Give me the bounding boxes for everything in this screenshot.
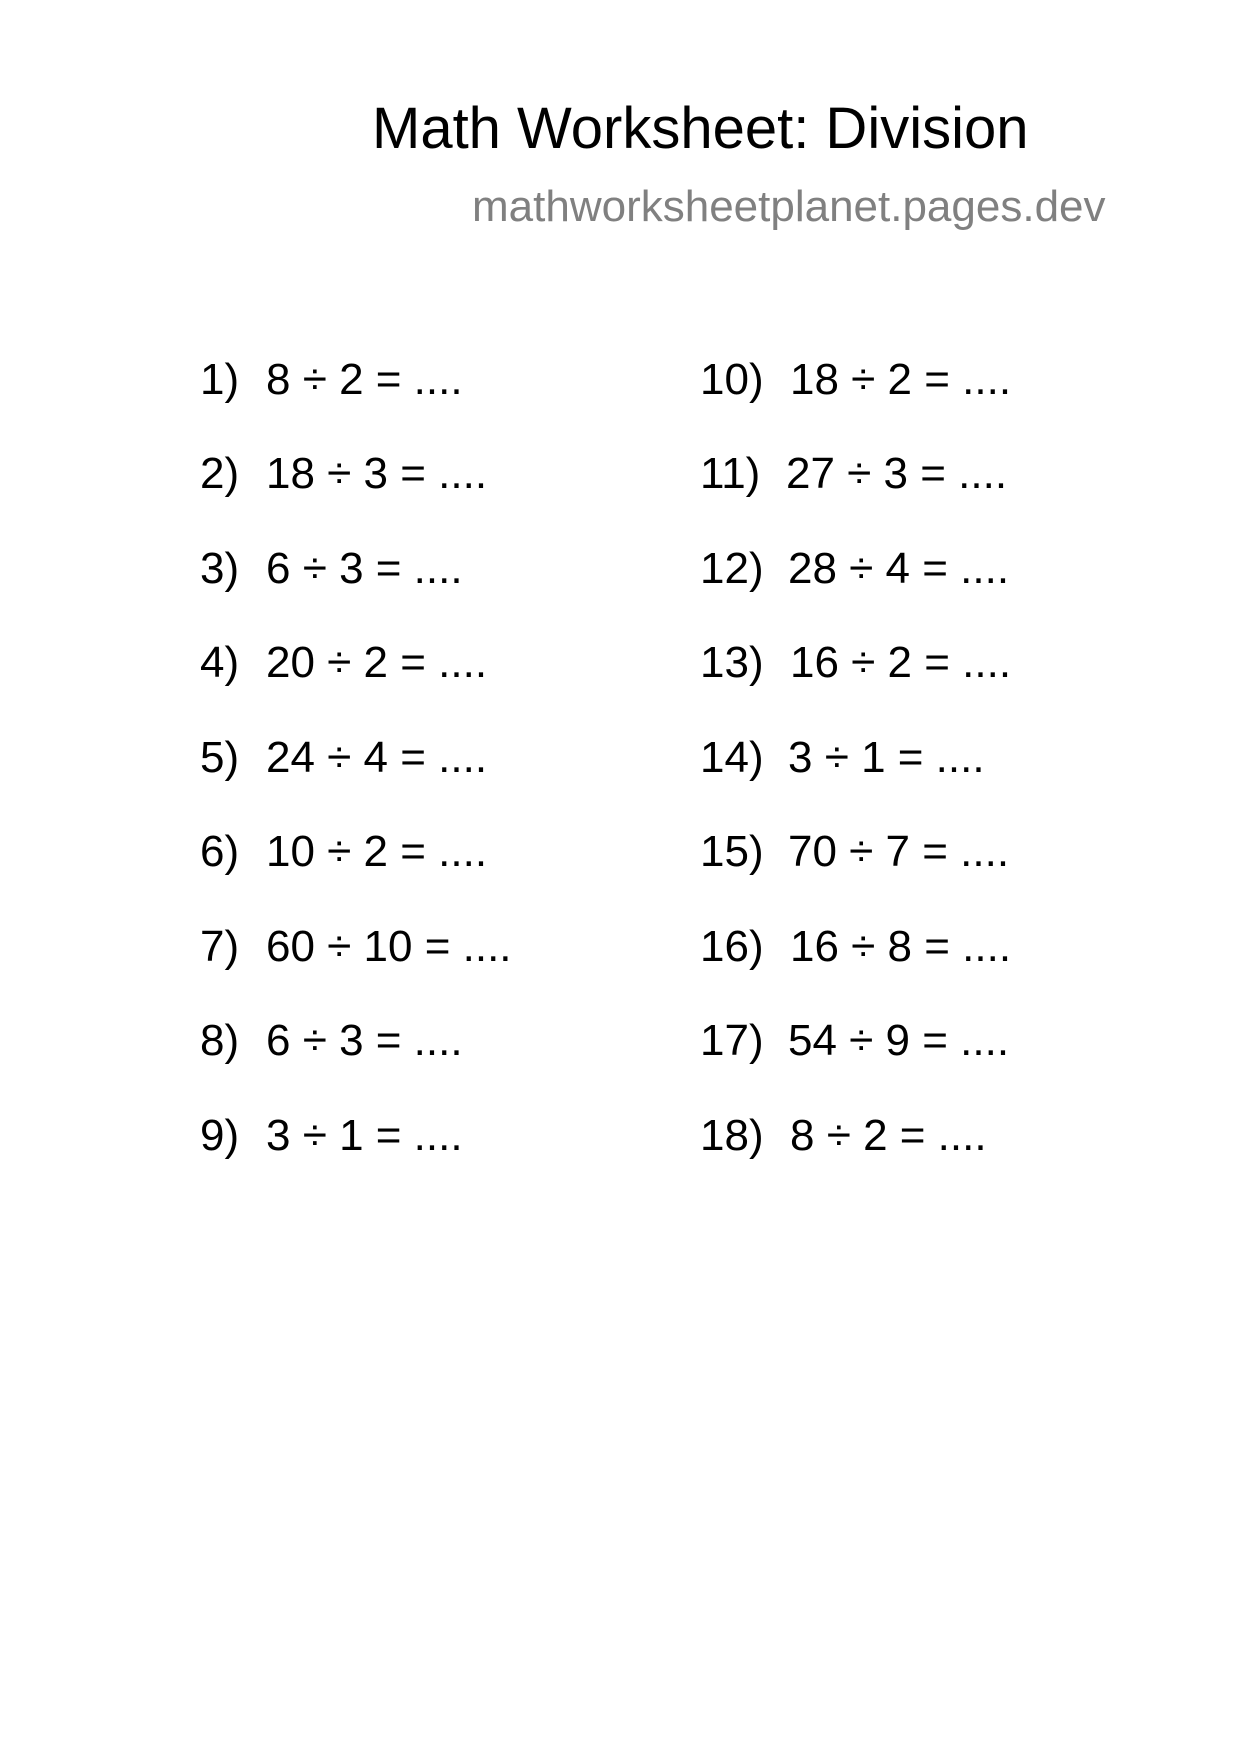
problem-item [700, 355, 1012, 404]
problem-number: 12) [700, 544, 764, 593]
problem-number: 3) [200, 544, 240, 593]
problem-expression: 27 ÷ 3 = .... [786, 449, 1008, 498]
problem-item [700, 449, 1008, 498]
problem-item [200, 733, 488, 782]
problem-number: 9) [200, 1111, 240, 1160]
problem-number: 11) [700, 449, 761, 498]
problem-item [200, 638, 488, 687]
problem-expression: 8 ÷ 2 = .... [266, 355, 463, 404]
problem-expression: 18 ÷ 2 = .... [790, 355, 1012, 404]
problem-expression: 16 ÷ 2 = .... [790, 638, 1012, 687]
problem-number: 2) [200, 449, 240, 498]
problem-item [700, 544, 1010, 593]
problem-number: 13) [700, 638, 764, 687]
problem-number: 16) [700, 922, 764, 971]
problem-number: 7) [200, 922, 240, 971]
problem-item [700, 827, 1010, 876]
problem-expression: 54 ÷ 9 = .... [788, 1016, 1010, 1065]
problem-number: 8) [200, 1016, 240, 1065]
site-url: mathworksheetplanet.pages.dev [472, 182, 1106, 231]
problem-expression: 28 ÷ 4 = .... [788, 544, 1010, 593]
problem-item [700, 733, 985, 782]
problem-number: 1) [200, 355, 240, 404]
problem-number: 4) [200, 638, 240, 687]
problem-number: 5) [200, 733, 240, 782]
problem-item [200, 449, 488, 498]
problem-item [200, 355, 463, 404]
problem-expression: 24 ÷ 4 = .... [266, 733, 488, 782]
problem-number: 18) [700, 1111, 764, 1160]
problem-item [700, 638, 1012, 687]
problem-number: 6) [200, 827, 240, 876]
problem-expression: 6 ÷ 3 = .... [266, 544, 463, 593]
problem-item [200, 544, 463, 593]
problem-expression: 60 ÷ 10 = .... [266, 922, 512, 971]
problem-number: 10) [700, 355, 764, 404]
problem-expression: 3 ÷ 1 = .... [266, 1111, 463, 1160]
problem-expression: 3 ÷ 1 = .... [788, 733, 985, 782]
problem-item [200, 827, 488, 876]
problem-number: 14) [700, 733, 764, 782]
problem-item [700, 1111, 987, 1160]
problem-expression: 16 ÷ 8 = .... [790, 922, 1012, 971]
problem-expression: 8 ÷ 2 = .... [790, 1111, 987, 1160]
problem-item [200, 1111, 463, 1160]
problem-expression: 10 ÷ 2 = .... [266, 827, 488, 876]
problem-item [200, 1016, 463, 1065]
problem-item [700, 1016, 1010, 1065]
problem-expression: 70 ÷ 7 = .... [788, 827, 1010, 876]
problem-number: 15) [700, 827, 764, 876]
problem-expression: 6 ÷ 3 = .... [266, 1016, 463, 1065]
page-title: Math Worksheet: Division [372, 96, 1029, 161]
problem-expression: 20 ÷ 2 = .... [266, 638, 488, 687]
problem-item [200, 922, 512, 971]
problem-expression: 18 ÷ 3 = .... [266, 449, 488, 498]
problem-item [700, 922, 1012, 971]
problem-number: 17) [700, 1016, 764, 1065]
